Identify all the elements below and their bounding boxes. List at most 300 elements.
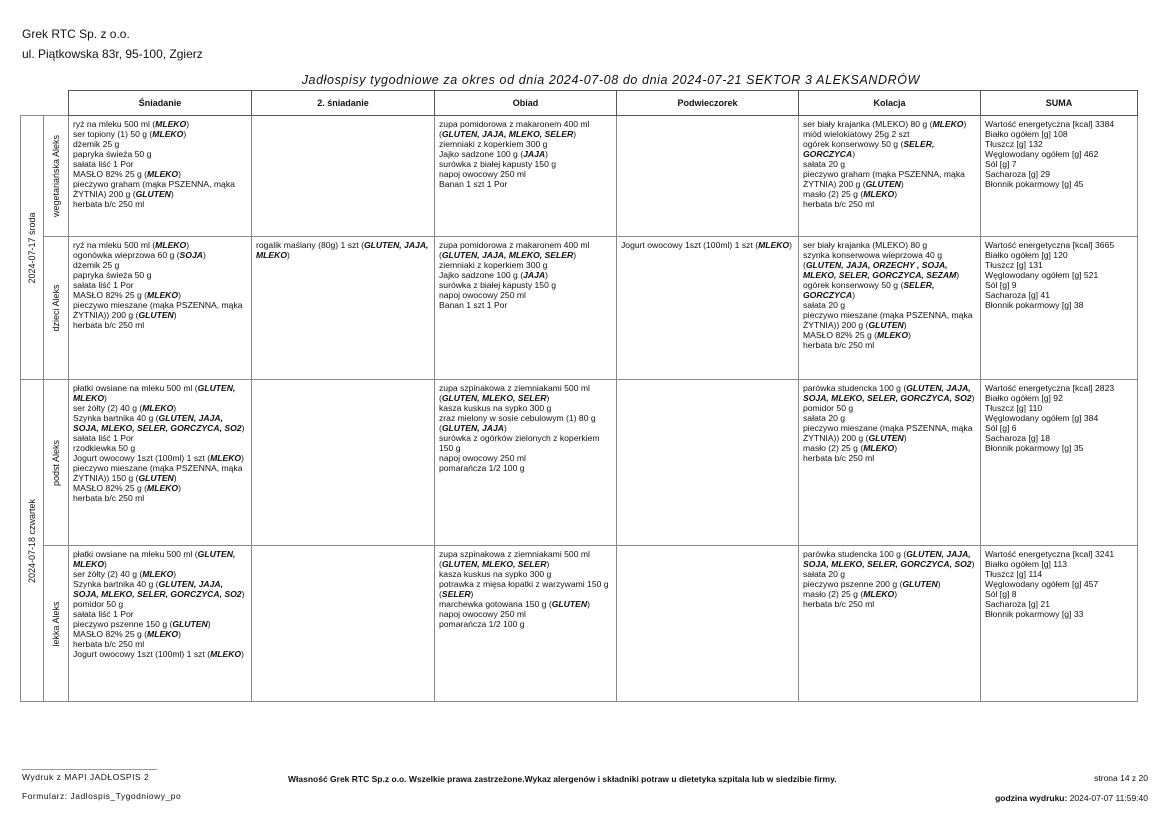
footer-ownership: Własność Grek RTC Sp.z o.o. Wszelkie prawa zastrzeżone.Wykaz alergenów i składniki potraw u dietetyka szpitala lub w siedzibie firmy.	[288, 774, 837, 784]
allergen-text: GLUTEN	[138, 473, 174, 483]
menu-item-suffix: )	[852, 290, 856, 300]
menu-item	[985, 443, 1134, 453]
menu-item-suffix: )	[178, 483, 181, 493]
menu-item-text: płatki owsiane na mleku 500 ml (	[73, 549, 198, 559]
menu-item	[985, 403, 1134, 413]
menu-item-suffix: )	[900, 179, 904, 189]
allergen-text: GLUTEN	[902, 579, 938, 589]
table-row	[21, 380, 1138, 546]
menu-item-suffix: )	[173, 403, 177, 413]
menu-item-text: ryż na mleku 500 ml (	[73, 240, 156, 250]
meal-cell-kolacja	[799, 116, 981, 237]
menu-item	[985, 149, 1134, 159]
menu-item	[985, 569, 1134, 579]
menu-item	[439, 240, 613, 260]
menu-item	[73, 270, 248, 280]
menu-item	[439, 569, 613, 579]
menu-item	[73, 290, 248, 300]
menu-item-suffix: )	[173, 310, 177, 320]
menu-item-text: Węglowodany ogółem [g] 384	[985, 413, 1099, 423]
menu-item	[803, 159, 977, 169]
menu-item	[439, 383, 613, 403]
menu-item-text: MASŁO 82% 25 g (	[73, 290, 148, 300]
menu-item-suffix: )	[207, 619, 211, 629]
menu-item-text: sałata liść 1 Por	[73, 280, 134, 290]
allergen-text: MLEKO	[863, 189, 895, 199]
allergen-text: MLEKO	[155, 119, 187, 129]
menu-item-text: Białko ogółem [g] 108	[985, 129, 1068, 139]
menu-item-text: sałata liść 1 Por	[73, 609, 134, 619]
menu-item-text: herbata b/c 250 ml	[803, 453, 875, 463]
menu-item	[439, 453, 613, 463]
menu-item-suffix: )	[503, 423, 507, 433]
menu-item-text: surówka z białej kapusty 150 g	[439, 159, 557, 169]
menu-item-text: kasza kuskus na sypko 300 g	[439, 569, 552, 579]
diet-name: dzieci Aleks	[51, 284, 61, 332]
menu-item-suffix: )	[545, 149, 548, 159]
menu-item	[985, 129, 1134, 139]
menu-item	[985, 433, 1134, 443]
allergen-text: GLUTEN	[868, 433, 904, 443]
menu-item-text: miód wielokiatowy 25g 2 szt	[803, 129, 910, 139]
allergen-text: GLUTEN, JAJA, ORZECHY , SOJA, MLEKO, SELER, GORCZYCA, SEZAM	[803, 260, 957, 280]
menu-item-text: pomarańcza 1/2 100 g	[439, 619, 525, 629]
menu-item	[803, 413, 977, 423]
menu-item	[803, 330, 977, 340]
menu-item-text: Banan 1 szt 1 Por	[439, 300, 508, 310]
column-header-sniadanie: Śniadanie	[69, 91, 252, 116]
menu-item-text: herbata b/c 250 ml	[73, 639, 145, 649]
menu-item-text: MASŁO 82% 25 g (	[803, 330, 878, 340]
menu-item	[73, 119, 248, 129]
menu-item-suffix: )	[178, 629, 181, 639]
menu-item	[73, 433, 248, 443]
menu-item-text: Jajko sadzone 100 g (	[439, 149, 524, 159]
menu-item-text: masło (2) 25 g (	[803, 189, 864, 199]
allergen-text: GLUTEN, MLEKO	[73, 549, 236, 569]
menu-item	[803, 443, 977, 453]
menu-item-text: Tłuszcz [g] 110	[985, 403, 1043, 413]
menu-item-suffix: )	[178, 169, 181, 179]
menu-item	[73, 169, 248, 179]
menu-item	[803, 240, 977, 250]
menu-item-text: Węglowodany ogółem [g] 521	[985, 270, 1099, 280]
menu-item	[803, 139, 977, 159]
menu-item-suffix: )	[963, 119, 967, 129]
menu-item-text: Węglowodany ogółem [g] 457	[985, 579, 1099, 589]
menu-item-text: masło (2) 25 g (	[803, 443, 864, 453]
column-header-podwieczorek: Podwieczorek	[617, 91, 799, 116]
header-row	[21, 91, 1138, 116]
menu-item-text: Błonnik pokarmowy [g] 45	[985, 179, 1084, 189]
menu-item	[439, 179, 613, 189]
print-time-value: 2024-07-07 11:59:40	[1069, 793, 1148, 803]
menu-item-suffix: )	[971, 393, 975, 403]
menu-item-text: kasza kuskus na sypko 300 g	[439, 403, 552, 413]
meal-cell-suma	[981, 116, 1138, 237]
menu-item	[439, 619, 613, 629]
allergen-text: GLUTEN, MLEKO, SELER	[441, 559, 547, 569]
menu-item-suffix: )	[546, 559, 550, 569]
menu-item	[439, 413, 613, 433]
menu-item-text: pomarańcza 1/2 100 g	[439, 463, 525, 473]
allergen-text: GLUTEN	[135, 189, 171, 199]
diet-name: podst Aleks	[51, 439, 61, 486]
menu-item	[985, 240, 1134, 250]
meal-cell-sniadanie	[69, 116, 252, 237]
menu-item-suffix: )	[546, 393, 550, 403]
footer-form-name: Formularz: Jadlospis_Tygodniowy_po	[22, 791, 182, 801]
menu-item	[803, 310, 977, 330]
meal-cell-podwieczorek	[617, 380, 799, 546]
menu-item	[985, 270, 1134, 280]
menu-item	[73, 629, 248, 639]
menu-item-text: napoj owocowy 250 ml	[439, 169, 526, 179]
menu-item-suffix: )	[789, 240, 792, 250]
menu-item	[803, 599, 977, 609]
allergen-text: MLEKO	[863, 443, 895, 453]
allergen-text: MLEKO	[147, 290, 179, 300]
table-row	[21, 546, 1138, 702]
table-row	[21, 237, 1138, 380]
menu-item-suffix: )	[894, 443, 898, 453]
day-date-cell	[21, 380, 44, 702]
company-name: Grek RTC Sp. z o.o.	[22, 27, 130, 41]
menu-item-text: Sól [g] 6	[985, 423, 1017, 433]
allergen-text: GLUTEN, MLEKO, SELER	[441, 393, 547, 403]
menu-item	[256, 240, 431, 260]
menu-item-text: pieczywo graham (mąka PSZENNA, mąka ŻYTNIA) 200 g (	[803, 169, 965, 189]
menu-item	[439, 463, 613, 473]
meal-cell-podwieczorek	[617, 237, 799, 380]
menu-item	[439, 290, 613, 300]
menu-item-text: marchewka gotowana 150 g (	[439, 599, 552, 609]
menu-item-text: pieczywo mieszane (mąka PSZENNA, mąka ŻYTNIA)) 150 g (	[73, 463, 243, 483]
menu-item-text: ser biały krajanka (MLEKO) 80 g (	[803, 119, 933, 129]
menu-item	[803, 403, 977, 413]
menu-item	[985, 609, 1134, 619]
menu-item-suffix: )	[573, 129, 577, 139]
meal-cell-obiad	[435, 237, 617, 380]
menu-item	[803, 250, 977, 280]
menu-item-text: Sacharoza [g] 21	[985, 599, 1050, 609]
allergen-text: MLEKO	[210, 453, 242, 463]
menu-item	[73, 159, 248, 169]
menu-item	[439, 609, 613, 619]
allergen-text: GLUTEN, JAJA, MLEKO, SELER	[441, 250, 574, 260]
menu-item	[73, 149, 248, 159]
footer-print-source: Wydruk z MAPI JADŁOSPIS 2	[22, 772, 150, 782]
menu-item-text: pieczywo mieszane (mąka PSZENNA, mąka ŻYTNIA)) 200 g (	[73, 300, 243, 320]
menu-item-text: ryż na mleku 500 ml (	[73, 119, 156, 129]
menu-item-suffix: )	[183, 129, 187, 139]
meal-cell-obiad	[435, 380, 617, 546]
allergen-text: MLEKO	[155, 240, 187, 250]
menu-item	[439, 599, 613, 609]
menu-item-text: ser biały krajanka (MLEKO) 80 g	[803, 240, 928, 250]
menu-item-text: ser topiony (1) 50 g (	[73, 129, 153, 139]
menu-item	[73, 649, 248, 659]
menu-item	[803, 549, 977, 569]
menu-item-suffix: )	[186, 240, 190, 250]
menu-item-text: napoj owocowy 250 ml	[439, 609, 526, 619]
menu-item	[73, 569, 248, 579]
menu-item-suffix: )	[587, 599, 590, 609]
menu-item	[439, 270, 613, 280]
menu-item-text: Sacharoza [g] 18	[985, 433, 1050, 443]
menu-item-text: MASŁO 82% 25 g (	[73, 483, 148, 493]
print-time	[995, 793, 1148, 803]
menu-item-suffix: )	[170, 189, 174, 199]
menu-item-text: dżemik 25 g	[73, 139, 120, 149]
menu-item-text: ogonówka wieprzowa 60 g (	[73, 250, 180, 260]
menu-item-suffix: )	[173, 569, 177, 579]
menu-item-suffix: )	[937, 579, 941, 589]
menu-item	[73, 300, 248, 320]
menu-item-text: herbata b/c 250 ml	[73, 320, 145, 330]
menu-item	[803, 579, 977, 589]
menu-item-text: napoj owocowy 250 ml	[439, 453, 526, 463]
allergen-text: GLUTEN, MLEKO	[73, 383, 236, 403]
menu-item	[73, 619, 248, 629]
menu-item	[803, 453, 977, 463]
menu-item-text: rzodkiewka 50 g	[73, 443, 136, 453]
menu-item	[73, 240, 248, 250]
menu-item-text: Tłuszcz [g] 131	[985, 260, 1043, 270]
menu-item-text: sałata 20 g	[803, 300, 846, 310]
menu-item-suffix: )	[903, 320, 907, 330]
menu-item-text: Wartość energetyczna [kcal] 3384	[985, 119, 1115, 129]
menu-item-text: Wartość energetyczna [kcal] 3665	[985, 240, 1115, 250]
allergen-text: MLEKO	[147, 169, 179, 179]
day-date: 2024-07-18 czwartek	[27, 498, 37, 583]
menu-item-suffix: )	[186, 119, 190, 129]
menu-item	[73, 639, 248, 649]
diet-cell	[44, 380, 69, 546]
menu-item	[803, 423, 977, 443]
menu-item-text: papryka świeża 50 g	[73, 270, 152, 280]
menu-item-text: MASŁO 82% 25 g (	[73, 629, 148, 639]
company-address: ul. Piątkowska 83r, 95-100, Zgierz	[22, 47, 203, 61]
allergen-text: JAJA	[523, 270, 546, 280]
menu-item	[73, 320, 248, 330]
menu-item-text: Sól [g] 7	[985, 159, 1017, 169]
menu-item	[985, 599, 1134, 609]
menu-item-text: pieczywo mieszane (mąka PSZENNA, mąka ŻYTNIA)) 200 g (	[803, 423, 973, 443]
menu-item-suffix: )	[287, 250, 290, 260]
document-title: Jadłospisy tygodniowe za okres od dnia 2024-07-08 do dnia 2024-07-21 SEKTOR 3 ALEKSANDRÓW	[301, 73, 920, 87]
menu-item	[73, 139, 248, 149]
allergen-text: SELER, GORCZYCA	[803, 139, 935, 159]
menu-item-text: Szynka bartnika 40 g (	[73, 413, 159, 423]
meal-cell-kolacja	[799, 380, 981, 546]
menu-item-text: Wartość energetyczna [kcal] 3241	[985, 549, 1115, 559]
menu-item	[73, 483, 248, 493]
allergen-text: GLUTEN, JAJA, SOJA, MLEKO, SELER, GORCZYCA, SO2	[73, 579, 242, 599]
allergen-text: GLUTEN	[865, 179, 901, 189]
diet-cell	[44, 237, 69, 380]
menu-item	[803, 119, 977, 129]
menu-item	[73, 260, 248, 270]
menu-item	[985, 589, 1134, 599]
meal-cell-drugie-sniadanie	[252, 237, 435, 380]
page-number: strona 14 z 20	[1094, 773, 1148, 783]
header-spacer	[21, 91, 44, 116]
menu-item-text: sałata 20 g	[803, 569, 846, 579]
menu-item-text: Białko ogółem [g] 120	[985, 250, 1068, 260]
menu-item	[73, 179, 248, 199]
meal-cell-sniadanie	[69, 546, 252, 702]
menu-item	[73, 579, 248, 599]
menu-item	[985, 383, 1134, 393]
diet-cell	[44, 546, 69, 702]
allergen-text: GLUTEN	[172, 619, 208, 629]
menu-item	[803, 340, 977, 350]
menu-item	[985, 159, 1134, 169]
column-header-obiad: Obiad	[435, 91, 617, 116]
menu-item-text: Białko ogółem [g] 92	[985, 393, 1063, 403]
menu-item	[73, 250, 248, 260]
menu-item-text: Sól [g] 9	[985, 280, 1017, 290]
menu-item	[985, 119, 1134, 129]
menu-item	[985, 250, 1134, 260]
allergen-text: GLUTEN, JAJA, SOJA, MLEKO, SELER, GORCZYCA, SO2	[803, 549, 972, 569]
menu-item-text: rogalik maślany (80g) 1 szt (	[256, 240, 364, 250]
allergen-text: SELER	[441, 589, 471, 599]
menu-item-text: sałata 20 g	[803, 413, 846, 423]
menu-item	[73, 493, 248, 503]
menu-item-suffix: )	[178, 290, 181, 300]
menu-item-suffix: )	[545, 270, 548, 280]
meal-cell-suma	[981, 237, 1138, 380]
menu-item	[985, 139, 1134, 149]
menu-item-text: szynka konserwowa wieprzowa 40 g (	[803, 250, 942, 270]
menu-item-text: zupa pomidorowa z makaronem 400 ml (	[439, 119, 590, 139]
menu-item	[439, 169, 613, 179]
menu-item-suffix: )	[573, 250, 577, 260]
menu-item	[803, 569, 977, 579]
menu-item-suffix: )	[104, 559, 107, 569]
allergen-text: GLUTEN	[138, 310, 174, 320]
menu-item	[439, 119, 613, 139]
allergen-text: GLUTEN	[868, 320, 904, 330]
menu-item-suffix: )	[852, 149, 856, 159]
menu-item-text: płatki owsiane na mleku 500 ml (	[73, 383, 198, 393]
menu-item-suffix: )	[470, 589, 474, 599]
meal-cell-drugie-sniadanie	[252, 546, 435, 702]
menu-item-text: Tłuszcz [g] 114	[985, 569, 1043, 579]
allergen-text: MLEKO	[758, 240, 790, 250]
meal-cell-kolacja	[799, 237, 981, 380]
menu-item-suffix: )	[956, 270, 960, 280]
menu-item	[439, 300, 613, 310]
menu-item-text: Białko ogółem [g] 113	[985, 559, 1068, 569]
menu-item-text: MASŁO 82% 25 g (	[73, 169, 148, 179]
menu-item-suffix: )	[241, 589, 245, 599]
menu-item-text: ogórek konserwowy 50 g (	[803, 280, 904, 290]
menu-item	[439, 159, 613, 169]
menu-item-text: Jogurt owocowy 1szt (100ml) 1 szt (	[73, 649, 211, 659]
menu-item-text: ser żółty (2) 40 g (	[73, 569, 143, 579]
diet-name: wegetariańska Aleks	[51, 134, 61, 218]
allergen-text: MLEKO	[152, 129, 184, 139]
menu-item-text: zraz mielony w sosie cebulowym (1) 80 g (	[439, 413, 596, 433]
menu-item	[985, 280, 1134, 290]
menu-item-text: ziemniaki z koperkiem 300 g	[439, 139, 548, 149]
menu-item	[803, 589, 977, 599]
menu-item-text: surówka z białej kapusty 150 g	[439, 280, 557, 290]
allergen-text: SOJA	[179, 250, 203, 260]
menu-item-text: pieczywo pszenne 150 g (	[73, 619, 173, 629]
menu-item	[803, 383, 977, 403]
menu-item-text: Jajko sadzone 100 g (	[439, 270, 524, 280]
menu-item-text: herbata b/c 250 ml	[803, 199, 875, 209]
meal-cell-podwieczorek	[617, 546, 799, 702]
menu-item	[985, 413, 1134, 423]
menu-item-suffix: )	[173, 473, 177, 483]
menu-item-text: Szynka bartnika 40 g (	[73, 579, 159, 589]
menu-item	[985, 169, 1134, 179]
menu-item-suffix: )	[903, 433, 907, 443]
menu-item	[73, 549, 248, 569]
allergen-text: GLUTEN, JAJA, SOJA, MLEKO, SELER, GORCZYCA, SO2	[73, 413, 242, 433]
menu-item-text: parówka studencka 100 g (	[803, 549, 907, 559]
meal-cell-drugie-sniadanie	[252, 116, 435, 237]
menu-item-text: Sacharoza [g] 41	[985, 290, 1050, 300]
menu-item	[73, 199, 248, 209]
menu-item-text: Błonnik pokarmowy [g] 33	[985, 609, 1084, 619]
header-spacer	[44, 91, 69, 116]
diet-name: lekka Aleks	[51, 600, 61, 647]
menu-item	[985, 300, 1134, 310]
column-header-kolacja: Kolacja	[799, 91, 981, 116]
menu-item-suffix: )	[202, 250, 206, 260]
meal-cell-podwieczorek	[617, 116, 799, 237]
day-date-cell	[21, 116, 44, 380]
menu-item-text: pieczywo pszenne 200 g (	[803, 579, 903, 589]
allergen-text: MLEKO	[932, 119, 964, 129]
menu-item	[439, 280, 613, 290]
allergen-text: MLEKO	[142, 403, 174, 413]
diet-cell	[44, 116, 69, 237]
menu-item-text: ziemniaki z koperkiem 300 g	[439, 260, 548, 270]
menu-item-text: pomidor 50 g	[803, 403, 854, 413]
menu-item-text: Wartość energetyczna [kcal] 2823	[985, 383, 1115, 393]
menu-item	[985, 579, 1134, 589]
menu-item	[985, 423, 1134, 433]
meal-cell-suma	[981, 546, 1138, 702]
menu-item	[73, 129, 248, 139]
menu-item-text: ogórek konserwowy 50 g (	[803, 139, 904, 149]
menu-item-text: Sól [g] 8	[985, 589, 1017, 599]
menu-item	[985, 290, 1134, 300]
menu-item-text: dżemik 25 g	[73, 260, 120, 270]
menu-item-text: parówka studencka 100 g (	[803, 383, 907, 393]
menu-item-suffix: )	[894, 189, 898, 199]
menu-item-text: Tłuszcz [g] 132	[985, 139, 1043, 149]
company-header	[22, 24, 203, 64]
day-date: 2024-07-17 środa	[27, 211, 37, 284]
menu-item-text: sałata 20 g	[803, 159, 846, 169]
meal-cell-suma	[981, 380, 1138, 546]
menu-item	[73, 609, 248, 619]
menu-item-text: pomidor 50 g	[73, 599, 124, 609]
menu-item-text: herbata b/c 250 ml	[803, 599, 875, 609]
menu-item	[985, 179, 1134, 189]
menu-item-text: herbata b/c 250 ml	[73, 493, 145, 503]
menu-item-text: Sacharoza [g] 29	[985, 169, 1050, 179]
menu-item-text: pieczywo graham (mąka PSZENNA, mąka ŻYTNIA) 200 g (	[73, 179, 235, 199]
